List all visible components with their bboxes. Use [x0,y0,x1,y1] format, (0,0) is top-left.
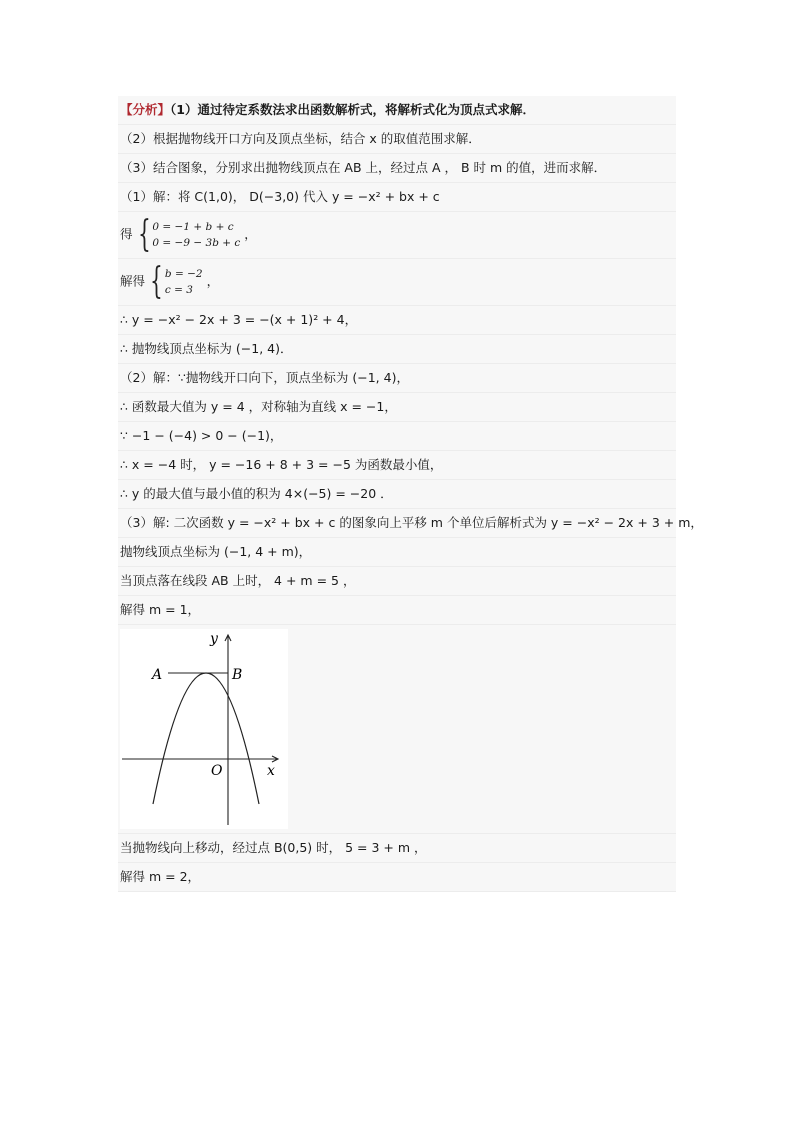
passes-b-line: 当抛物线向上移动，经过点 B(0,5) 时， 5 = 3 + m ， [118,834,676,863]
vertex-coordinate-line: ∴ 抛物线顶点坐标为 (−1, 4)． [118,335,676,364]
system-2-eq2: c = 3 [164,284,193,296]
label-y: y [210,631,218,647]
system-1 [137,214,241,255]
vertex-form-line: ∴ y = −x² − 2x + 3 = −(x + 1)² + 4， [118,306,676,335]
brace-icon: { [137,214,151,255]
system-1-suffix: ， [244,226,257,242]
system-1-prefix: 得 [120,226,133,242]
system-2-prefix: 解得 [120,273,146,289]
analysis-bracket: 【分析】 [120,102,171,117]
label-x: x [267,763,275,779]
solution-1-line: （1）解：将 C(1,0)， D(−3,0) 代入 y = −x² + bx + c [118,183,676,212]
system-1-eq1: 0 = −1 + b + c [152,221,234,233]
solution-3-line: （3）解: 二次函数 y = −x² + bx + c 的图象向上平移 m 个单位后解析式为 y = −x² − 2x + 3 + m， [118,509,676,538]
m-equals-2-line: 解得 m = 2， [118,863,676,892]
solution-content [118,96,703,892]
parabola-figure [120,629,288,829]
equation-system-2 [118,259,676,306]
figure-row [118,625,676,834]
system-2-eq1: b = −2 [164,268,203,280]
equation-system-1 [118,212,676,259]
shifted-vertex-line: 抛物线顶点坐标为 (−1, 4 + m)， [118,538,676,567]
analysis-line-2: （2）根据抛物线开口方向及顶点坐标，结合 x 的取值范围求解． [118,125,676,154]
brace-icon: { [150,261,163,302]
comparison-line: ∵ −1 − (−4) > 0 − (−1)， [118,422,676,451]
label-o: O [211,763,223,779]
min-value-line: ∴ x = −4 时， y = −16 + 8 + 3 = −5 为函数最小值， [118,451,676,480]
solution-2-line: （2）解：∵抛物线开口向下，顶点坐标为 (−1, 4)， [118,364,676,393]
vertex-on-ab-line: 当顶点落在线段 AB 上时， 4 + m = 5 ， [118,567,676,596]
analysis-line-1 [118,96,676,125]
label-a: A [152,667,163,683]
system-2-suffix: ， [206,273,220,289]
system-1-eq2: 0 = −9 − 3b + c [152,237,241,249]
product-line: ∴ y 的最大值与最小值的积为 4×(−5) = −20 ． [118,480,676,509]
analysis-line-3: （3）结合图象，分别求出抛物线顶点在 AB 上，经过点 A ， B 时 m 的值，进而求解． [118,154,676,183]
max-value-line: ∴ 函数最大值为 y = 4 ，对称轴为直线 x = −1， [118,393,676,422]
system-2 [149,261,203,302]
label-b: B [232,667,243,683]
m-equals-1-line: 解得 m = 1， [118,596,676,625]
parabola-curve [153,673,259,804]
analysis-text-1: （1）通过待定系数法求出函数解析式，将解析式化为顶点式求解． [170,102,535,117]
